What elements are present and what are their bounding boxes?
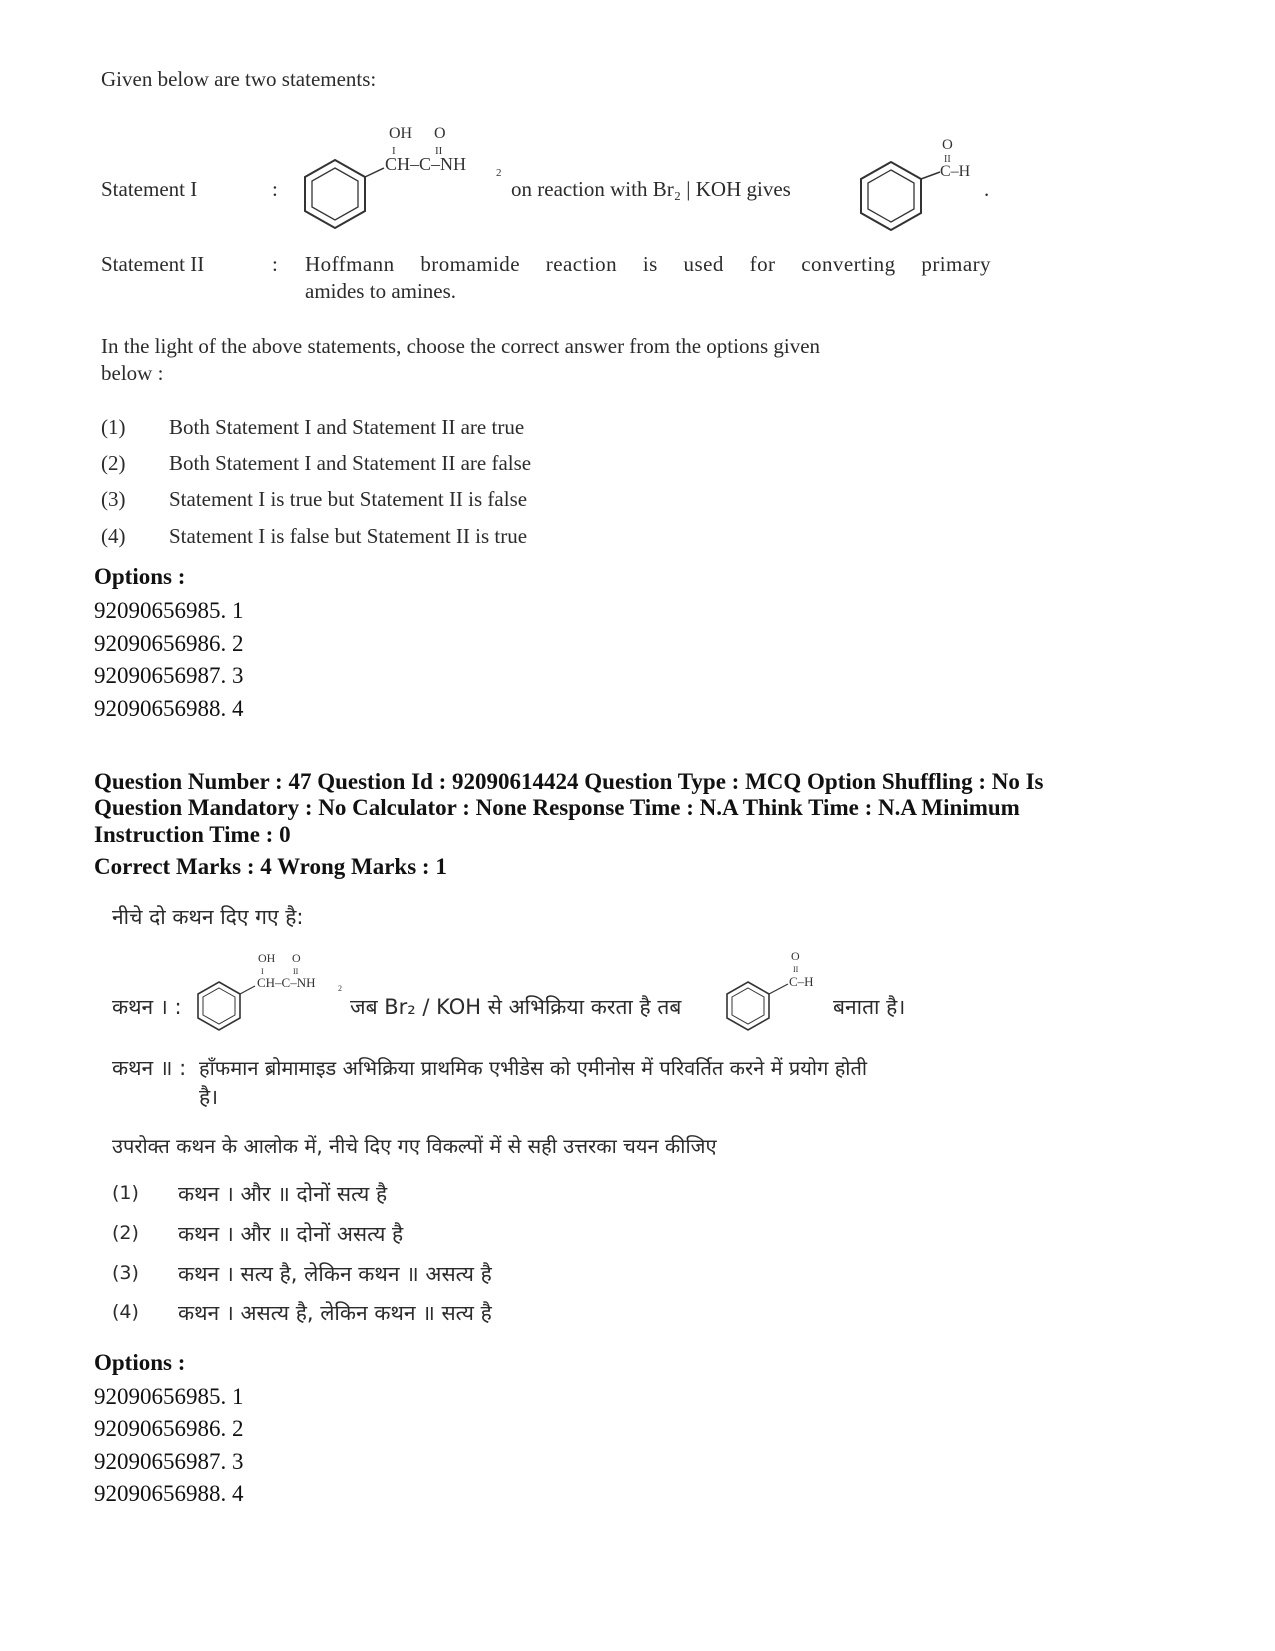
q47-meta-line2: Question Mandatory : No Calculator : None Response Time : N.A Think Time : N.A Minimum xyxy=(94,795,1020,820)
q46-statement1-label: Statement I xyxy=(101,177,198,201)
q47-option-row: 92090656987. 3 xyxy=(94,1449,244,1474)
chem-double-bond: II xyxy=(293,967,299,976)
q46-choice-text: Both Statement I and Statement II are true xyxy=(169,415,525,439)
mandelamide-structure xyxy=(195,948,355,1038)
q47-choice-num: (2) xyxy=(112,1222,139,1244)
q46-option-row: 92090656987. 3 xyxy=(94,663,244,688)
q46-option-row: 92090656988. 4 xyxy=(94,696,244,721)
chem-oh: OH xyxy=(389,125,413,142)
q47-choice-num: (4) xyxy=(112,1301,139,1323)
q47-choice-num: (1) xyxy=(112,1182,139,1204)
chem-single-bond: I xyxy=(261,967,264,976)
chem-o: O xyxy=(292,951,301,965)
q46-statement2-line1: Hoffmann bromamide reaction is used for converting primary xyxy=(305,252,991,276)
q46-choice-text: Statement I is false but Statement II is true xyxy=(169,524,528,548)
q47-choice-text: कथन । असत्य है, लेकिन कथन ॥ सत्य है xyxy=(178,1301,492,1325)
chem-double-bond: II xyxy=(944,154,951,165)
q47-choice-text: कथन । और ॥ दोनों सत्य है xyxy=(178,1182,388,1206)
benzaldehyde-structure xyxy=(722,948,832,1038)
q47-option-row: 92090656988. 4 xyxy=(94,1481,244,1506)
q47-option-row: 92090656986. 2 xyxy=(94,1416,244,1441)
chem-cho: C–H xyxy=(940,163,971,180)
chem-o: O xyxy=(434,125,446,142)
q46-statement2-label: Statement II xyxy=(101,252,205,276)
aromatic-ring xyxy=(868,170,914,222)
chem-o: O xyxy=(791,949,800,963)
mandelamide-structure xyxy=(300,118,510,236)
q46-choice-text: Both Statement I and Statement II are false xyxy=(169,451,532,475)
q47-statement1-end: बनाता है। xyxy=(833,995,906,1019)
q47-prompt: उपरोक्त कथन के आलोक में, नीचे दिए गए विकल्पों में से सही उत्तरका चयन कीजिए xyxy=(112,1134,717,1158)
q47-marks: Correct Marks : 4 Wrong Marks : 1 xyxy=(94,854,447,879)
q47-choice-text: कथन । सत्य है, लेकिन कथन ॥ असत्य है xyxy=(178,1262,492,1286)
q46-option-row: 92090656985. 1 xyxy=(94,598,244,623)
q47-options-heading: Options : xyxy=(94,1350,186,1375)
q46-statement1-colon: : xyxy=(272,177,278,201)
q47-intro: नीचे दो कथन दिए गए है: xyxy=(112,905,304,929)
chem-subscript: 2 xyxy=(496,167,502,179)
q46-choice-num: (4) xyxy=(101,524,126,548)
q47-statement1-middle: जब Br₂ / KOH से अभिक्रिया करता है तब xyxy=(350,995,682,1019)
chem-chain: CH–C–NH xyxy=(257,975,316,990)
chem-double-bond: II xyxy=(793,965,799,974)
q47-statement2-line1: हाँफमान ब्रोमामाइड अभिक्रिया प्राथमिक एभीडेस को एमीनोस में परिवर्तित करने में प्रयोग होती xyxy=(199,1056,868,1080)
q46-statement1-middle: on reaction with Br₂ | KOH gives xyxy=(511,177,791,201)
chem-chain: CH–C–NH xyxy=(385,154,467,174)
aromatic-ring xyxy=(732,988,764,1024)
q46-statement1-end: . xyxy=(984,177,990,201)
q46-statement2-colon: : xyxy=(272,252,278,276)
chem-single-bond: I xyxy=(392,145,396,157)
chem-cho: C–H xyxy=(789,974,814,989)
q46-prompt-line1: In the light of the above statements, choose the correct answer from the options given xyxy=(101,334,821,358)
q47-statement1-label: कथन । : xyxy=(112,995,182,1019)
chem-subscript: 2 xyxy=(338,984,342,993)
q46-choice-num: (1) xyxy=(101,415,126,439)
q47-statement2-label: कथन ॥ : xyxy=(112,1056,187,1080)
q46-choice-text: Statement I is true but Statement II is false xyxy=(169,487,528,511)
q46-prompt-line2: below : xyxy=(101,361,164,385)
chem-o: O xyxy=(942,137,953,153)
q47-meta-line3: Instruction Time : 0 xyxy=(94,822,291,847)
benzaldehyde-structure xyxy=(858,132,988,232)
q46-intro: Given below are two statements: xyxy=(101,67,377,91)
q46-statement2-line2: amides to amines. xyxy=(305,279,457,303)
chem-double-bond: II xyxy=(435,145,443,157)
q47-choice-num: (3) xyxy=(112,1262,139,1284)
q47-meta-line1: Question Number : 47 Question Id : 92090614424 Question Type : MCQ Option Shuffling : No Is xyxy=(94,769,1044,794)
chem-oh: OH xyxy=(258,951,276,965)
aromatic-ring xyxy=(203,988,235,1024)
q46-option-row: 92090656986. 2 xyxy=(94,631,244,656)
q46-choice-num: (3) xyxy=(101,487,126,511)
aromatic-ring xyxy=(312,168,358,220)
q46-choice-num: (2) xyxy=(101,451,126,475)
q47-option-row: 92090656985. 1 xyxy=(94,1384,244,1409)
q46-options-heading: Options : xyxy=(94,564,186,589)
q47-choice-text: कथन । और ॥ दोनों असत्य है xyxy=(178,1222,404,1246)
q47-statement2-line2: है। xyxy=(199,1085,219,1109)
